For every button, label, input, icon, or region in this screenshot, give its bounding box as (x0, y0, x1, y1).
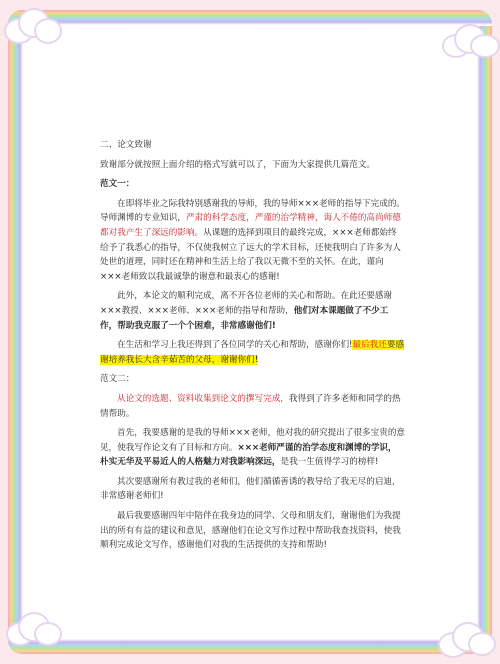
sample2-p2-bold-text: ×××老师严谨的治学态度和渊博的学识，朴实无华及平易近人的人格魅力对我影响深远， (100, 442, 397, 468)
cloud-icon-top-left (4, 6, 64, 42)
sample2-p2-text-end: 是我一生值得学习的榜样! (280, 457, 379, 468)
intro-text: 致谢部分就按照上面介绍的格式写就可以了，下面为大家提供几篇范文。 (100, 159, 376, 170)
sample1-paragraph-1 (100, 197, 405, 285)
sample2-p1-red-text: 从论文的选题、资料收集到论文的撰写完成， (117, 393, 289, 404)
sample1-p1-text-end: 从课题的选择到项目的最终完成，×××老师都始终给予了我悉心的指导，不仅使我树立了远大的学术目标，还使我明白了许多为人处世的道理，同时还在精神和生活上给了我以无微不至的关怀。在此，谨向×××老师致以我最诚挚的谢意和最衷心的感谢! (100, 227, 401, 282)
sample1-paragraph-3 (100, 338, 405, 367)
sample1-p2-text: 此外，本论文的顺利完成，离不开各位老师的关心和帮助。在此还要感谢×××教授、×××老师、×××老师的指导和帮助， (100, 291, 393, 316)
sample1-p3-highlight: 要感谢培养我长大含辛茹苦的父母，谢谢你们! (100, 340, 405, 365)
sample2-paragraph-3: 其次要感谢所有教过我的老师们，他们循循善诱的教导给了我无尽的启迪，非常感谢老师们! (100, 476, 401, 502)
sample2-p1-text: 我得到了许多老师和同学的热情帮助。 (100, 393, 401, 419)
sample2-p2-text: 首先，我要感谢的是我的导师×××老师，他对我的研究提出了很多宝贵的意见，使我写作论文有了目标和方向。 (100, 428, 406, 453)
section-title: 二、论文致谢 (100, 140, 152, 150)
cloud-icon-bottom-right (438, 620, 498, 656)
sample1-p1-text: 在即将毕业之际我特别感谢我的导师，我的导师×××老师的指导下完成的。导师渊博的专业知识， (100, 198, 406, 224)
cloud-icon-bottom-left (6, 610, 66, 646)
sample1-p3-text: 在生活和学习上我还得到了各位同学的关心和帮助，感谢你们! (117, 340, 353, 351)
rainbow-frame-bottom (8, 638, 492, 654)
rainbow-frame-top (8, 10, 492, 26)
document-body (100, 138, 405, 558)
sample2-paragraph-4: 最后我要感谢四年中陪伴在我身边的同学、父母和朋友们，谢谢他们为我提出的所有有益的建议和意见，感谢他们在论文写作过程中帮助我查找资料，使我顺利完成论文写作，感谢他们对我的生活提供的支持和帮助! (100, 511, 401, 551)
sample2-heading: 范文二： (100, 374, 135, 385)
sample2-paragraph-1 (100, 392, 405, 421)
cloud-icon-top-right (442, 22, 500, 58)
sample1-paragraph-2 (100, 289, 405, 333)
sample2-paragraph-2 (100, 426, 405, 470)
sample1-heading: 范文一： (100, 179, 135, 190)
sample1-p3-highlight-red: 最后我还 (352, 340, 387, 351)
sample1-p1-red-text: 严肃的科学态度，严谨的治学精神，诲人不倦的高尚师德都对我产生了深远的影响。 (100, 213, 401, 238)
sample1-p2-bold-text: 他们对本课题做了不少工作，帮助我克服了一个个困难，非常感谢他们! (100, 305, 389, 331)
